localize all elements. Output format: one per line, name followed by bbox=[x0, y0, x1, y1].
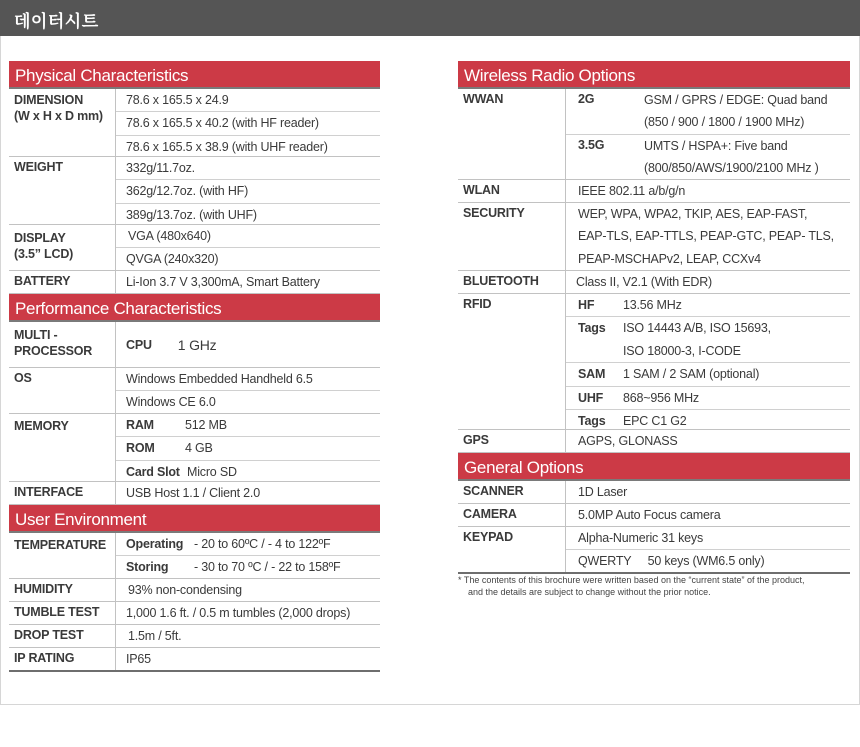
disclaimer-line1: * The contents of this brochure were written based on the “current state” of the product, bbox=[458, 575, 805, 585]
label-rfid: RFID bbox=[458, 294, 566, 429]
value-battery: Li-Ion 3.7 V 3,300mA, Smart Battery bbox=[126, 275, 320, 289]
row-gps bbox=[458, 430, 850, 453]
sub-rom: ROM bbox=[126, 441, 155, 456]
label-keypad: KEYPAD bbox=[458, 527, 566, 572]
row-rfid bbox=[458, 294, 850, 430]
value-2g-2: (850 / 900 / 1800 / 1900 MHz) bbox=[644, 115, 805, 130]
value-ip: IP65 bbox=[126, 652, 151, 666]
temp-storing bbox=[116, 556, 380, 578]
value-sam: 1 SAM / 2 SAM (optional) bbox=[623, 367, 760, 382]
label-weight: WEIGHT bbox=[9, 157, 116, 224]
label-bluetooth: BLUETOOTH bbox=[458, 271, 566, 293]
disclaimer-line2: and the details are subject to change without the prior notice. bbox=[458, 587, 711, 597]
sub-operating: Operating bbox=[126, 537, 184, 551]
memory-rom bbox=[116, 437, 380, 460]
memory-ram bbox=[116, 414, 380, 437]
label-memory: MEMORY bbox=[9, 414, 116, 481]
value-os-2: Windows CE 6.0 bbox=[126, 395, 216, 410]
label-camera: CAMERA bbox=[458, 504, 566, 526]
row-ip bbox=[9, 648, 380, 672]
value-scanner: 1D Laser bbox=[578, 485, 628, 499]
label-interface: INTERFACE bbox=[9, 482, 116, 504]
row-drop bbox=[9, 625, 380, 648]
value-keypad-2: QWERTY 50 keys (WM6.5 only) bbox=[578, 554, 765, 569]
label-wwan: WWAN bbox=[458, 89, 566, 179]
section-performance-title: Performance Characteristics bbox=[9, 294, 380, 322]
sub-hf: HF bbox=[578, 298, 595, 312]
rfid-uhf-tags bbox=[566, 410, 850, 432]
page-title: 데이터시트 bbox=[14, 12, 99, 31]
sub-3-5g: 3.5G bbox=[578, 138, 605, 152]
label-processor-line2: PROCESSOR bbox=[14, 344, 93, 358]
value-display-2: QVGA (240x320) bbox=[126, 252, 219, 267]
sub-2g: 2G bbox=[578, 92, 595, 106]
sub-card-slot: Card Slot bbox=[126, 464, 180, 479]
row-temperature bbox=[9, 533, 380, 579]
sub-uhf-tags: Tags bbox=[578, 413, 606, 428]
value-security-3: PEAP-MSCHAPv2, LEAP, CCXv4 bbox=[578, 251, 761, 266]
value-humidity: 93% non-condensing bbox=[128, 583, 242, 597]
value-cpu: 1 GHz bbox=[177, 336, 217, 353]
label-temperature: TEMPERATURE bbox=[9, 533, 116, 578]
value-uhf: 868~956 MHz bbox=[623, 390, 699, 405]
value-rom: 4 GB bbox=[185, 441, 213, 456]
rfid-hf bbox=[566, 294, 850, 317]
label-display-line1: DISPLAY bbox=[14, 231, 66, 245]
row-security bbox=[458, 203, 850, 271]
rfid-uhf bbox=[566, 387, 850, 410]
label-wlan: WLAN bbox=[458, 180, 566, 202]
row-keypad bbox=[458, 527, 850, 574]
sub-cpu: CPU bbox=[126, 337, 152, 352]
header-bar bbox=[0, 0, 860, 36]
sub-sam: SAM bbox=[578, 367, 606, 382]
value-processor bbox=[116, 322, 380, 367]
row-processor bbox=[9, 322, 380, 368]
row-display bbox=[9, 225, 380, 271]
sub-tags: Tags bbox=[578, 321, 606, 336]
value-display bbox=[116, 225, 380, 270]
value-wlan: IEEE 802.11 a/b/g/n bbox=[578, 184, 686, 198]
label-humidity: HUMIDITY bbox=[9, 579, 116, 601]
sub-storing: Storing bbox=[126, 560, 169, 575]
label-gps: GPS bbox=[458, 430, 566, 452]
value-ram: 512 MB bbox=[185, 418, 227, 432]
value-3-5g-1: UMTS / HSPA+: Five band bbox=[644, 139, 788, 153]
label-dimension bbox=[9, 89, 116, 156]
value-interface: USB Host 1.1 / Client 2.0 bbox=[126, 486, 260, 500]
sub-uhf: UHF bbox=[578, 390, 604, 405]
label-os: OS bbox=[9, 368, 116, 413]
value-uhf-tags: EPC C1 G2 bbox=[623, 413, 687, 428]
section-physical-title: Physical Characteristics bbox=[9, 61, 380, 89]
sub-ram: RAM bbox=[126, 418, 154, 432]
row-humidity bbox=[9, 579, 380, 602]
value-hf: 13.56 MHz bbox=[623, 298, 682, 312]
section-user-env-title: User Environment bbox=[9, 505, 380, 533]
value-tags-2: ISO 18000-3, I-CODE bbox=[566, 340, 850, 363]
value-dimension-3: 78.6 x 165.5 x 38.9 (with UHF reader) bbox=[126, 139, 328, 154]
value-operating: - 20 to 60ºC / - 4 to 122ºF bbox=[194, 537, 331, 551]
value-display-1: VGA (480x640) bbox=[116, 225, 380, 248]
temp-operating bbox=[116, 533, 380, 556]
row-dimension bbox=[9, 89, 380, 157]
label-processor bbox=[9, 322, 116, 367]
label-display bbox=[9, 225, 116, 270]
label-ip: IP RATING bbox=[9, 648, 116, 670]
value-weight-1: 332g/11.7oz. bbox=[116, 157, 380, 180]
value-bluetooth: Class II, V2.1 (With EDR) bbox=[576, 275, 712, 289]
value-weight-2: 362g/12.7oz. (with HF) bbox=[116, 180, 380, 203]
row-wlan bbox=[458, 180, 850, 203]
memory-card bbox=[116, 461, 380, 483]
label-processor-line1: MULTI - bbox=[14, 328, 58, 342]
value-tags-1: ISO 14443 A/B, ISO 15693, bbox=[623, 321, 771, 336]
value-drop: 1.5m / 5ft. bbox=[128, 629, 182, 643]
label-scanner: SCANNER bbox=[458, 481, 566, 503]
value-camera: 5.0MP Auto Focus camera bbox=[578, 508, 721, 522]
left-column bbox=[9, 61, 380, 672]
value-2g-1: GSM / GPRS / EDGE: Quad band bbox=[644, 93, 828, 107]
value-tumble: 1,000 1.6 ft. / 0.5 m tumbles (2,000 drops) bbox=[126, 606, 351, 620]
value-weight bbox=[116, 157, 380, 224]
wwan-3g bbox=[566, 135, 850, 179]
row-weight bbox=[9, 157, 380, 225]
value-card-slot: Micro SD bbox=[187, 464, 237, 479]
row-interface bbox=[9, 482, 380, 505]
label-security: SECURITY bbox=[458, 203, 566, 270]
row-bluetooth bbox=[458, 271, 850, 294]
value-os-1: Windows Embedded Handheld 6.5 bbox=[116, 368, 380, 391]
value-dimension-2: 78.6 x 165.5 x 40.2 (with HF reader) bbox=[116, 112, 380, 135]
value-dimension-1: 78.6 x 165.5 x 24.9 bbox=[116, 89, 380, 112]
rfid-sam bbox=[566, 363, 850, 386]
value-security-1: WEP, WPA, WPA2, TKIP, AES, EAP-FAST, bbox=[578, 207, 808, 221]
value-3-5g-2: (800/850/AWS/1900/2100 MHz ) bbox=[644, 161, 819, 176]
value-keypad-1: Alpha-Numeric 31 keys bbox=[566, 527, 850, 550]
label-dimension-line2: (W x H x D mm) bbox=[14, 109, 103, 123]
value-weight-3: 389g/13.7oz. (with UHF) bbox=[126, 207, 257, 222]
row-scanner bbox=[458, 481, 850, 504]
row-os bbox=[9, 368, 380, 414]
right-column bbox=[458, 61, 850, 574]
label-display-line2: (3.5” LCD) bbox=[14, 247, 74, 261]
value-security-2: EAP-TLS, EAP-TTLS, PEAP-GTC, PEAP- TLS, bbox=[578, 229, 834, 244]
row-camera bbox=[458, 504, 850, 527]
label-dimension-line1: DIMENSION bbox=[14, 93, 84, 107]
wwan-2g bbox=[566, 89, 850, 135]
section-general-title: General Options bbox=[458, 453, 850, 481]
value-gps: AGPS, GLONASS bbox=[578, 434, 678, 448]
label-drop: DROP TEST bbox=[9, 625, 116, 647]
label-battery: BATTERY bbox=[9, 271, 116, 293]
row-memory bbox=[9, 414, 380, 482]
value-dimension bbox=[116, 89, 380, 156]
disclaimer-note bbox=[458, 574, 838, 598]
label-tumble: TUMBLE TEST bbox=[9, 602, 116, 624]
section-wireless-title: Wireless Radio Options bbox=[458, 61, 850, 89]
rfid-tags bbox=[566, 317, 850, 339]
row-wwan bbox=[458, 89, 850, 180]
row-battery bbox=[9, 271, 380, 294]
row-tumble bbox=[9, 602, 380, 625]
value-storing: - 30 to 70 ºC / - 22 to 158ºF bbox=[194, 560, 341, 575]
